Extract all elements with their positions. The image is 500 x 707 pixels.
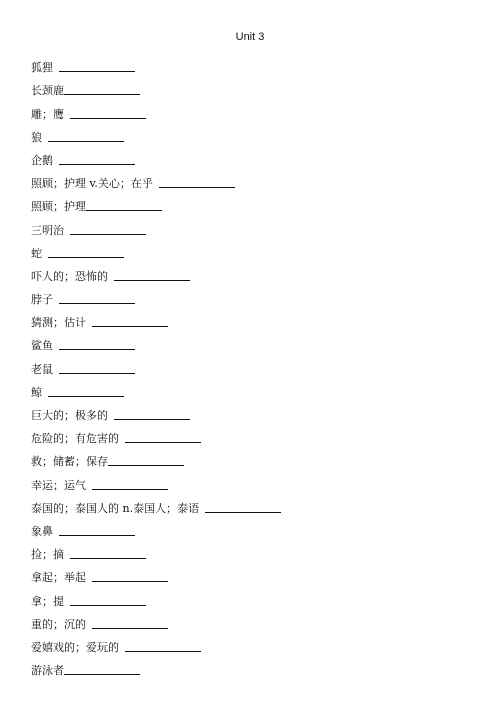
vocab-row <box>31 423 471 446</box>
answer-blank[interactable] <box>59 293 135 304</box>
vocab-row <box>31 353 471 376</box>
vocab-row <box>31 377 471 400</box>
vocab-row <box>31 655 471 678</box>
vocab-prompt: 照顾；护理 <box>31 200 86 214</box>
vocab-prompt: 爱嬉戏的；爱玩的 <box>31 640 119 654</box>
answer-blank[interactable] <box>59 339 135 350</box>
answer-blank[interactable] <box>70 224 146 235</box>
vocab-row <box>31 284 471 307</box>
vocab-prompt: 老鼠 <box>31 362 53 376</box>
vocab-prompt: 照顾；护理 v.关心；在乎 <box>31 177 153 191</box>
vocab-row <box>31 493 471 516</box>
answer-blank[interactable] <box>92 618 168 629</box>
vocab-prompt: 雕；鹰 <box>31 107 64 121</box>
vocab-prompt: 重的；沉的 <box>31 617 86 631</box>
answer-blank[interactable] <box>48 131 124 142</box>
vocab-prompt: 捡；摘 <box>31 548 64 562</box>
vocab-row <box>31 516 471 539</box>
vocab-row <box>31 585 471 608</box>
vocab-row <box>31 609 471 632</box>
vocab-prompt: 幸运；运气 <box>31 478 86 492</box>
answer-blank[interactable] <box>59 363 135 374</box>
answer-blank[interactable] <box>125 641 201 652</box>
vocabulary-list <box>31 52 471 678</box>
vocab-prompt: 泰国的；泰国人的 n.泰国人；泰语 <box>31 501 200 515</box>
answer-blank[interactable] <box>92 316 168 327</box>
answer-blank[interactable] <box>92 479 168 490</box>
vocab-row <box>31 562 471 585</box>
vocab-row <box>31 98 471 121</box>
answer-blank[interactable] <box>70 548 146 559</box>
vocab-prompt: 象鼻 <box>31 524 53 538</box>
vocab-prompt: 巨大的；极多的 <box>31 409 108 422</box>
answer-blank[interactable] <box>70 108 146 119</box>
vocab-row <box>31 238 471 261</box>
vocab-prompt: 游泳者 <box>31 664 64 678</box>
page-title: Unit 3 <box>235 31 265 43</box>
answer-blank[interactable] <box>86 200 162 211</box>
vocab-prompt: 狼 <box>31 130 42 144</box>
vocab-prompt: 危险的；有危害的 <box>31 432 119 446</box>
vocab-row <box>31 52 471 75</box>
vocab-row <box>31 400 471 423</box>
vocab-prompt: 猜测；估计 <box>31 316 86 330</box>
answer-blank[interactable] <box>92 571 168 582</box>
vocab-prompt: 狐狸 <box>31 61 53 75</box>
answer-blank[interactable] <box>205 502 281 513</box>
answer-blank[interactable] <box>59 154 135 165</box>
vocab-row <box>31 261 471 284</box>
vocab-prompt: 鲸 <box>31 385 42 399</box>
answer-blank[interactable] <box>159 177 235 188</box>
vocab-prompt: 长颈鹿 <box>31 84 64 98</box>
answer-blank[interactable] <box>64 664 140 675</box>
vocab-row <box>31 168 471 191</box>
answer-blank[interactable] <box>59 525 135 536</box>
vocab-row <box>31 539 471 562</box>
vocab-row <box>31 469 471 492</box>
vocab-prompt: 吓人的；恐怖的 <box>31 269 108 283</box>
vocab-prompt: 蛇 <box>31 246 42 260</box>
answer-blank[interactable] <box>48 247 124 258</box>
vocab-row <box>31 122 471 145</box>
vocab-row <box>31 330 471 353</box>
vocab-prompt: 拿起；举起 <box>31 571 86 585</box>
vocab-prompt: 三明治 <box>31 223 64 237</box>
vocab-row <box>31 446 471 469</box>
answer-blank[interactable] <box>108 455 184 466</box>
vocab-row <box>31 191 471 214</box>
answer-blank[interactable] <box>64 84 140 95</box>
vocab-prompt: 救；储蓄；保存 <box>31 455 108 469</box>
vocab-prompt: 拿；提 <box>31 594 64 608</box>
vocab-row <box>31 75 471 98</box>
answer-blank[interactable] <box>59 61 135 72</box>
vocab-row <box>31 307 471 330</box>
answer-blank[interactable] <box>48 386 124 397</box>
vocab-prompt: 企鹅 <box>31 153 53 167</box>
vocab-row <box>31 145 471 168</box>
answer-blank[interactable] <box>114 270 190 281</box>
vocab-prompt: 脖子 <box>31 293 53 307</box>
answer-blank[interactable] <box>125 432 201 443</box>
vocab-row <box>31 632 471 655</box>
vocab-row <box>31 214 471 237</box>
answer-blank[interactable] <box>114 409 190 420</box>
answer-blank[interactable] <box>70 595 146 606</box>
vocab-prompt: 鲨鱼 <box>31 339 53 353</box>
